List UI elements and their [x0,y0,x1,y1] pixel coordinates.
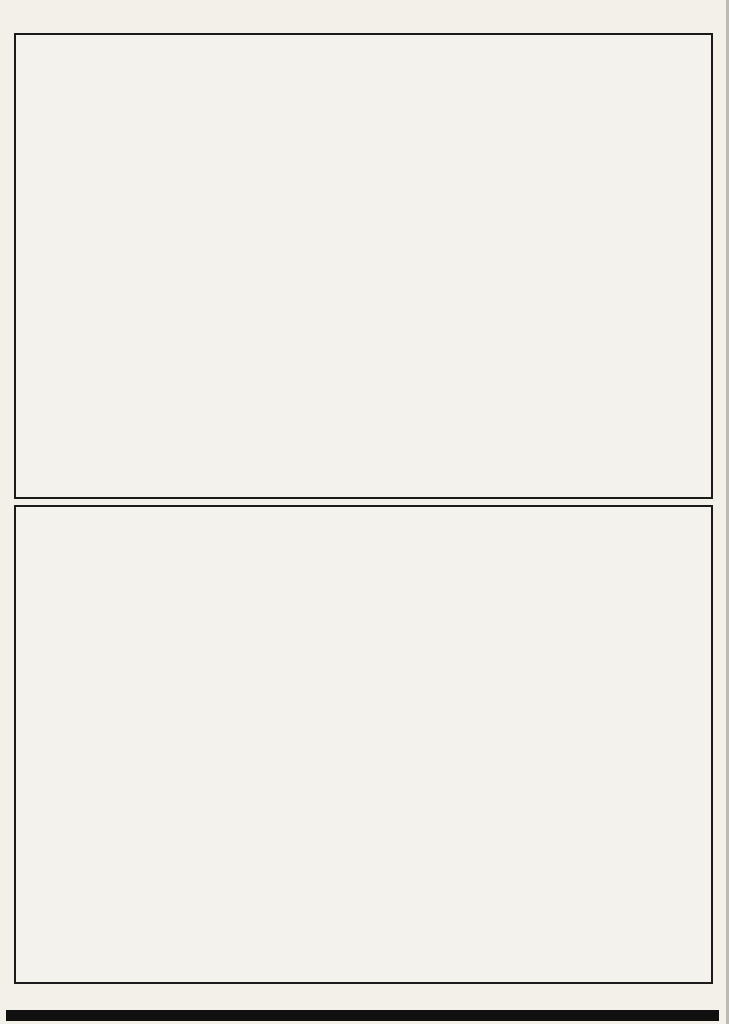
scan-artifact-bar [6,1010,719,1021]
roster-table-bottom [14,505,713,984]
roster-table-top [14,33,713,499]
